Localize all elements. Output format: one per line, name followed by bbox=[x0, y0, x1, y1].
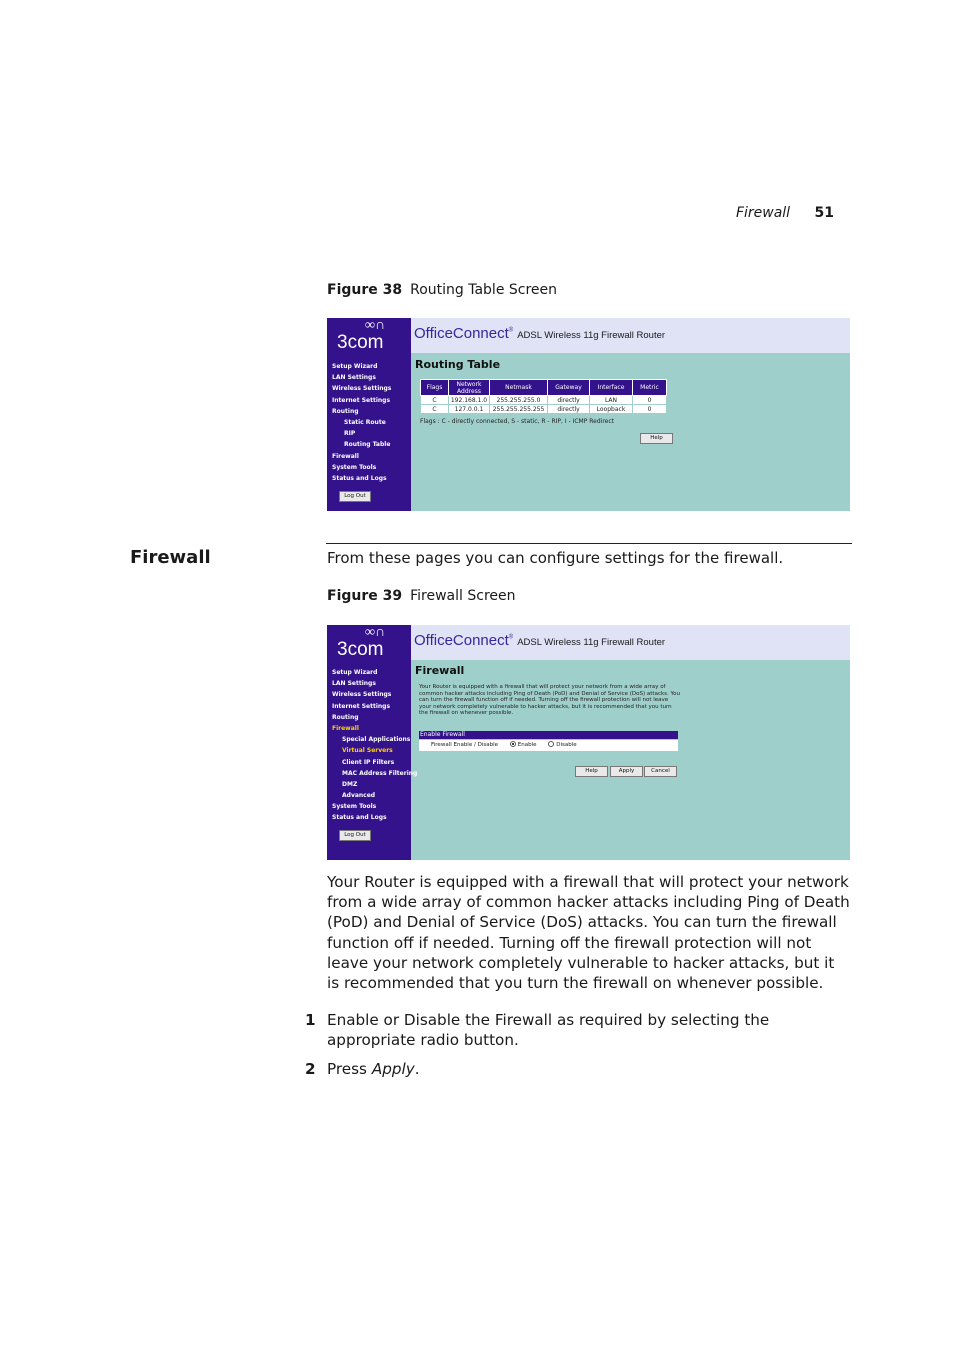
col-network-address: Network Address bbox=[449, 380, 490, 396]
step-text-apply: Apply bbox=[371, 1060, 415, 1079]
cancel-button[interactable]: Cancel bbox=[644, 766, 677, 777]
3com-logo: 3com bbox=[337, 332, 384, 353]
step-number: 1 bbox=[305, 1011, 316, 1029]
3com-logo: 3com bbox=[337, 639, 384, 660]
cell-netmask: 255.255.255.255 bbox=[490, 405, 548, 414]
list-item bbox=[305, 1010, 850, 1050]
table-row bbox=[421, 396, 667, 405]
col-metric: Metric bbox=[633, 380, 667, 396]
sidebar-item-internet-settings[interactable]: Internet Settings bbox=[332, 702, 391, 710]
3com-logo-mark-icon: ∞∩ bbox=[365, 625, 386, 640]
cell-flags: C bbox=[421, 405, 449, 414]
sidebar-item-virtual-servers[interactable]: Virtual Servers bbox=[342, 747, 393, 755]
sidebar-item-firewall[interactable]: Firewall bbox=[332, 724, 359, 732]
sidebar-nav bbox=[332, 667, 418, 824]
cell-metric: 0 bbox=[633, 396, 667, 405]
section-heading: Firewall bbox=[130, 547, 211, 568]
firewall-description: Your Router is equipped with a firewall that will protect your network from a wide array of common hacker attacks including Ping of Death (PoD) and Denial of Service (DoS) attacks. You can turn the firewall function off if needed. Turning off the firewall protection will not leave your network completely vulnerable to hacker attacks, but it is recommended that you turn the firewall on whenever possible. bbox=[419, 684, 681, 717]
sidebar-item-advanced[interactable]: Advanced bbox=[342, 792, 376, 800]
page-number: 51 bbox=[814, 205, 834, 221]
running-header-section: Firewall bbox=[735, 205, 791, 221]
sidebar-item-dmz[interactable]: DMZ bbox=[342, 780, 358, 788]
cell-netmask: 255.255.255.0 bbox=[490, 396, 548, 405]
step-text bbox=[327, 1059, 420, 1079]
sidebar-item-system-tools[interactable]: System Tools bbox=[332, 463, 377, 471]
figure-39-label: Figure 39 bbox=[327, 588, 403, 604]
sidebar bbox=[327, 625, 418, 860]
steps-list bbox=[305, 1010, 850, 1089]
routing-table-screenshot bbox=[327, 318, 850, 511]
logout-button[interactable]: Log Out bbox=[339, 830, 371, 841]
product-name: ADSL Wireless 11g Firewall Router bbox=[517, 637, 666, 648]
col-flags: Flags bbox=[421, 380, 449, 396]
sidebar-item-rip[interactable]: RIP bbox=[344, 430, 356, 438]
step-text: Enable or Disable the Firewall as required by selecting the appropriate radio button. bbox=[327, 1011, 770, 1050]
running-header bbox=[736, 205, 834, 221]
help-button[interactable]: Help bbox=[575, 766, 608, 777]
sidebar-item-lan-settings[interactable]: LAN Settings bbox=[332, 374, 376, 382]
product-name: ADSL Wireless 11g Firewall Router bbox=[517, 330, 666, 341]
brand bbox=[414, 632, 665, 650]
section-intro: From these pages you can configure settings for the firewall. bbox=[327, 549, 784, 567]
firewall-screenshot bbox=[327, 625, 850, 860]
brand-name: OfficeConnect bbox=[414, 325, 509, 342]
sidebar bbox=[327, 318, 411, 511]
brand-mark: ® bbox=[508, 327, 514, 334]
section-rule bbox=[326, 543, 852, 544]
sidebar-item-mac-address-filtering[interactable]: MAC Address Filtering bbox=[342, 769, 418, 777]
sidebar-item-system-tools[interactable]: System Tools bbox=[332, 803, 377, 811]
cell-metric: 0 bbox=[633, 405, 667, 414]
table-header-row bbox=[421, 380, 667, 396]
figure-39-caption bbox=[327, 588, 516, 604]
cell-flags: C bbox=[421, 396, 449, 405]
cell-network-address: 192.168.1.0 bbox=[449, 396, 490, 405]
cell-network-address: 127.0.0.1 bbox=[449, 405, 490, 414]
sidebar-item-wireless-settings[interactable]: Wireless Settings bbox=[332, 691, 392, 699]
step-text-post: . bbox=[414, 1060, 420, 1079]
routing-table bbox=[420, 379, 667, 414]
sidebar-item-status-and-logs[interactable]: Status and Logs bbox=[332, 814, 387, 822]
sidebar-item-routing[interactable]: Routing bbox=[332, 407, 359, 415]
cell-gateway: directly bbox=[548, 396, 590, 405]
table-row bbox=[421, 405, 667, 414]
sidebar-item-lan-settings[interactable]: LAN Settings bbox=[332, 680, 376, 688]
sidebar-item-setup-wizard[interactable]: Setup Wizard bbox=[332, 363, 378, 370]
page-title: Firewall bbox=[415, 664, 465, 677]
enable-firewall-label: Firewall Enable / Disable bbox=[431, 742, 498, 748]
flags-legend: Flags : C - directly connected, S - static, R - RIP, I - ICMP Redirect bbox=[420, 418, 614, 425]
banner bbox=[411, 625, 850, 660]
col-interface: Interface bbox=[590, 380, 633, 396]
cell-gateway: directly bbox=[548, 405, 590, 414]
sidebar-item-routing[interactable]: Routing bbox=[332, 713, 359, 721]
sidebar-nav bbox=[332, 361, 412, 484]
sidebar-item-special-applications[interactable]: Special Applications bbox=[342, 736, 411, 744]
figure-39-title: Firewall Screen bbox=[410, 588, 516, 604]
page-title: Routing Table bbox=[415, 358, 501, 371]
brand-name: OfficeConnect bbox=[414, 632, 509, 649]
list-item bbox=[305, 1059, 850, 1079]
banner bbox=[411, 318, 850, 353]
cell-interface: LAN bbox=[590, 396, 633, 405]
figure-38-caption bbox=[327, 282, 557, 298]
enable-firewall-row bbox=[419, 740, 678, 751]
disable-radio-label: Disable bbox=[556, 742, 577, 748]
cell-interface: Loopback bbox=[590, 405, 633, 414]
3com-logo-mark-icon: ∞∩ bbox=[365, 318, 386, 333]
sidebar-item-status-and-logs[interactable]: Status and Logs bbox=[332, 474, 387, 482]
sidebar-item-routing-table[interactable]: Routing Table bbox=[344, 441, 391, 449]
col-netmask: Netmask bbox=[490, 380, 548, 396]
enable-radio[interactable] bbox=[510, 741, 516, 747]
enable-radio-label: Enable bbox=[517, 742, 537, 748]
brand bbox=[414, 325, 665, 343]
help-button[interactable]: Help bbox=[640, 433, 673, 444]
sidebar-item-firewall[interactable]: Firewall bbox=[332, 452, 359, 460]
figure-38-label: Figure 38 bbox=[327, 282, 403, 298]
disable-radio[interactable] bbox=[548, 741, 554, 747]
enable-firewall-header: Enable Firewall bbox=[419, 731, 678, 739]
sidebar-item-internet-settings[interactable]: Internet Settings bbox=[332, 396, 391, 404]
sidebar-item-wireless-settings[interactable]: Wireless Settings bbox=[332, 385, 392, 393]
body-paragraph: Your Router is equipped with a firewall that will protect your network from a wide array of common hacker attacks including Ping of Death (PoD) and Denial of Service (DoS) attacks. You can turn the firewall function off if needed. Turning off the firewall protection will not leave your network completely vulnerable to hacker attacks, but it is recommended that you turn the firewall on whenever possible. bbox=[327, 873, 850, 993]
col-gateway: Gateway bbox=[548, 380, 590, 396]
sidebar-item-setup-wizard[interactable]: Setup Wizard bbox=[332, 669, 378, 676]
sidebar-item-static-route[interactable]: Static Route bbox=[344, 418, 386, 426]
figure-38-title: Routing Table Screen bbox=[410, 282, 558, 298]
brand-mark: ® bbox=[508, 634, 514, 641]
apply-button[interactable]: Apply bbox=[610, 766, 643, 777]
step-text-pre: Press bbox=[327, 1060, 372, 1079]
step-number: 2 bbox=[305, 1060, 316, 1079]
logout-button[interactable]: Log Out bbox=[339, 491, 371, 502]
sidebar-item-client-ip-filters[interactable]: Client IP Filters bbox=[342, 758, 395, 766]
